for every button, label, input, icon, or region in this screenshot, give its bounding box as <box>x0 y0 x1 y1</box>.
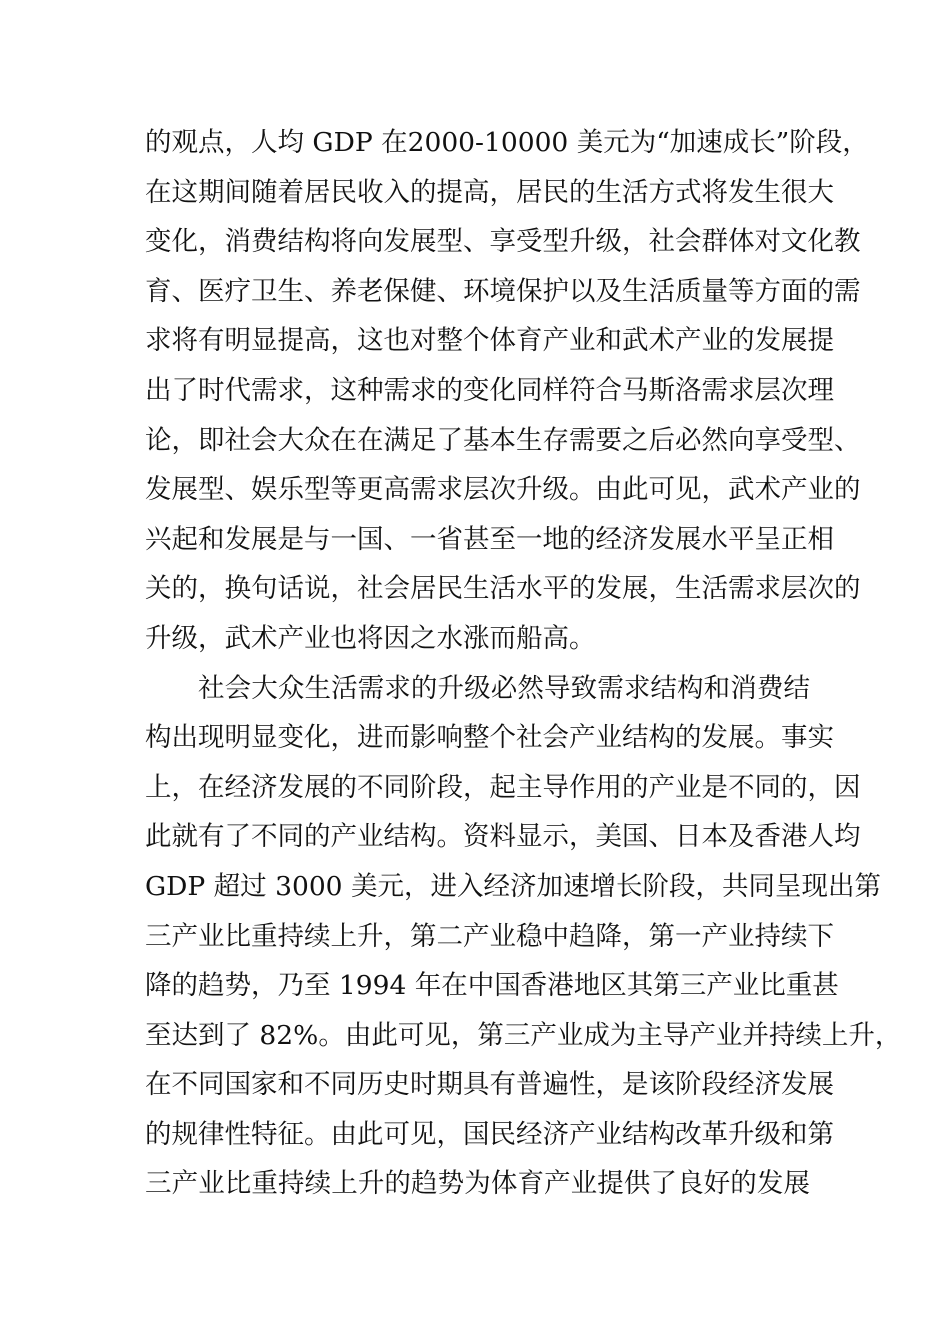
text-line: 三产业比重持续上升的趋势为体育产业提供了良好的发展 <box>145 1168 810 1200</box>
text-line: 降的趋势，乃至 1994 年在中国香港地区其第三产业比重甚 <box>145 970 839 1002</box>
text-line: 构出现明显变化，进而影响整个社会产业结构的发展。事实 <box>145 722 834 754</box>
text-line: 社会大众生活需求的升级必然导致需求结构和消费结 <box>198 672 810 704</box>
paragraph-1 <box>145 118 869 664</box>
text-line: 在不同国家和不同历史时期具有普遍性，是该阶段经济发展 <box>145 1069 834 1101</box>
text-line: 此就有了不同的产业结构。资料显示，美国、日本及香港人均 <box>145 821 861 853</box>
text-line: 育、医疗卫生、养老保健、环境保护以及生活质量等方面的需 <box>145 275 861 307</box>
text-line: 在这期间随着居民收入的提高，居民的生活方式将发生很大 <box>145 176 834 208</box>
text-line: 的规律性特征。由此可见，国民经济产业结构改革升级和第 <box>145 1118 834 1150</box>
text-line: 变化，消费结构将向发展型、享受型升级，社会群体对文化教 <box>145 226 861 258</box>
text-line: 升级，武术产业也将因之水涨而船高。 <box>145 622 596 654</box>
text-line: GDP 超过 3000 美元，进入经济加速增长阶段，共同呈现出第 <box>145 870 881 902</box>
text-line: 发展型、娱乐型等更高需求层次升级。由此可见，武术产业的 <box>145 474 861 506</box>
text-line: 论，即社会大众在在满足了基本生存需要之后必然向享受型、 <box>145 424 861 456</box>
body-text <box>145 118 902 1209</box>
text-line: 的观点，人均 GDP 在2000-10000 美元为“加速成长”阶段， <box>145 127 869 158</box>
text-line: 关的，换句话说，社会居民生活水平的发展，生活需求层次的 <box>145 573 861 605</box>
text-line: 三产业比重持续上升，第二产业稳中趋降，第一产业持续下 <box>145 920 834 952</box>
text-line: 出了时代需求，这种需求的变化同样符合马斯洛需求层次理 <box>145 374 834 406</box>
paragraph-2 <box>145 664 902 1210</box>
text-line: 兴起和发展是与一国、一省甚至一地的经济发展水平呈正相 <box>145 523 834 555</box>
text-line: 上，在经济发展的不同阶段，起主导作用的产业是不同的，因 <box>145 771 861 803</box>
text-line: 至达到了 82%。由此可见，第三产业成为主导产业并持续上升， <box>145 1019 902 1051</box>
text-line: 求将有明显提高，这也对整个体育产业和武术产业的发展提 <box>145 325 834 357</box>
